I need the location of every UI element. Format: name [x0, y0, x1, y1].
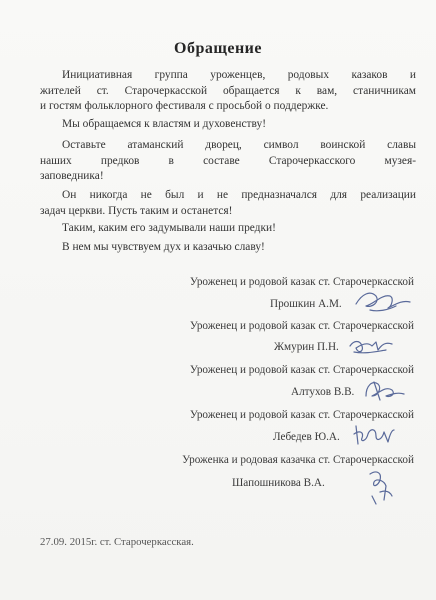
paragraph-6 — [40, 240, 416, 256]
signatory-name-3: Алтухов В.В. — [291, 386, 355, 398]
signatory-name-2: Жмурин П.Н. — [274, 341, 339, 353]
signatory-name-1: Прошкин А.М. — [270, 298, 342, 310]
document-title: Обращение — [174, 40, 262, 57]
handwritten-signature-5 — [362, 466, 398, 511]
signatory-role-1: Уроженец и родовой казак ст. Старочеркасской — [189, 276, 414, 288]
signatory-name-5: Шапошникова В.А. — [232, 477, 325, 489]
handwritten-signature-2 — [346, 334, 396, 363]
text-line: В нем мы чувствуем дух и казачью славу! — [62, 241, 265, 253]
signatory-role-2: Уроженец и родовой казак ст. Старочеркасской — [189, 320, 414, 332]
text-line: задач церкви. Пусть таким и останется! — [40, 204, 233, 217]
signatory-role-5: Уроженка и родовая казачка ст. Старочеркасской — [182, 454, 414, 466]
text-line: наших предков в составе Старочеркасского музея- — [40, 154, 416, 167]
paragraph-2 — [40, 117, 416, 133]
paragraph-3 — [40, 138, 416, 185]
signatory-role-3: Уроженец и родовой казак ст. Старочеркасской — [189, 364, 414, 376]
handwritten-signature-1 — [352, 286, 414, 321]
document-date-place: 27.09. 2015г. ст. Старочеркасская. — [40, 536, 194, 548]
paragraph-4 — [40, 188, 416, 219]
paragraph-5 — [40, 221, 416, 237]
text-line: Мы обращаемся к властям и духовенству! — [62, 118, 266, 130]
signatory-name-4: Лебедев Ю.А. — [273, 431, 340, 443]
text-line: жителей ст. Старочеркасской обращается к вам, станичникам — [40, 84, 416, 97]
text-line: и гостям фольклорного фестиваля с просьбой о поддержке. — [40, 100, 329, 112]
paragraph-1 — [40, 68, 416, 115]
text-line: заповедника! — [40, 170, 104, 182]
signatory-role-4: Уроженец и родовой казак ст. Старочеркасской — [189, 409, 414, 421]
handwritten-signature-3 — [360, 376, 408, 409]
text-line: Таким, каким его задумывали наши предки! — [62, 222, 276, 234]
text-line: Он никогда не был и не предназначался для реализации — [62, 189, 416, 201]
text-line: Инициативная группа уроженцев, родовых казаков и — [62, 69, 416, 81]
handwritten-signature-4 — [350, 420, 396, 453]
text-line: Оставьте атаманский дворец, символ воинской славы — [62, 139, 416, 151]
